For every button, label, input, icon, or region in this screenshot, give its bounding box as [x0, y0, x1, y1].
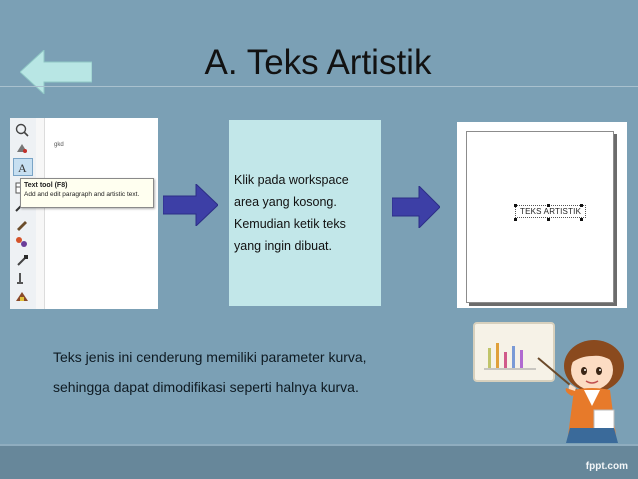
left-arrow-icon[interactable]	[20, 50, 92, 94]
footer-divider	[0, 444, 638, 446]
title-divider	[0, 86, 638, 87]
selection-handle	[514, 204, 517, 207]
artistic-text-sample: TEKS ARTISTIK	[515, 205, 586, 218]
instruction-line-4: yang ingin dibuat.	[234, 239, 332, 253]
selection-handle	[580, 204, 583, 207]
instruction-box	[229, 120, 381, 306]
ruler-label: gkd	[54, 142, 64, 148]
slide-title: A. Teks Artistik	[186, 40, 450, 86]
instruction-line-1: Klik pada workspace	[234, 173, 349, 187]
text-icon	[13, 158, 33, 176]
toolbox-screenshot	[10, 118, 158, 309]
eyedropper-icon	[13, 270, 31, 286]
footer-band	[0, 444, 638, 479]
text-tool-tooltip	[20, 178, 154, 208]
svg-text:A: A	[18, 161, 27, 175]
fill-icon	[13, 252, 31, 268]
instruction-line-3: Kemudian ketik teks	[234, 217, 346, 231]
tooltip-title: Text tool (F8)	[24, 182, 68, 189]
selection-handle	[547, 204, 550, 207]
teacher-illustration	[466, 318, 636, 443]
pick-icon	[13, 122, 31, 138]
selection-handle	[547, 218, 550, 221]
instruction-line-2: area yang kosong.	[234, 195, 337, 209]
right-arrow-icon	[163, 184, 218, 226]
selection-handle	[514, 218, 517, 221]
toolbox-strip	[10, 118, 37, 309]
canvas-screenshot	[457, 122, 627, 308]
tooltip-description: Add and edit paragraph and artistic text.	[24, 191, 140, 198]
page-sheet	[466, 131, 614, 303]
body-text	[53, 342, 433, 402]
vertical-ruler	[36, 118, 45, 309]
shape-icon	[13, 140, 31, 156]
ellipse-icon	[13, 216, 31, 232]
polygon-icon	[13, 234, 31, 250]
brand-watermark: fppt.com	[585, 461, 628, 472]
zoom-icon	[13, 288, 31, 304]
body-line-1: Teks jenis ini cenderung memiliki parameter kurva,	[53, 349, 367, 365]
right-arrow-icon	[392, 186, 440, 228]
body-line-2: sehingga dapat dimodifikasi seperti halnya kurva.	[53, 379, 359, 395]
selection-handle	[580, 218, 583, 221]
